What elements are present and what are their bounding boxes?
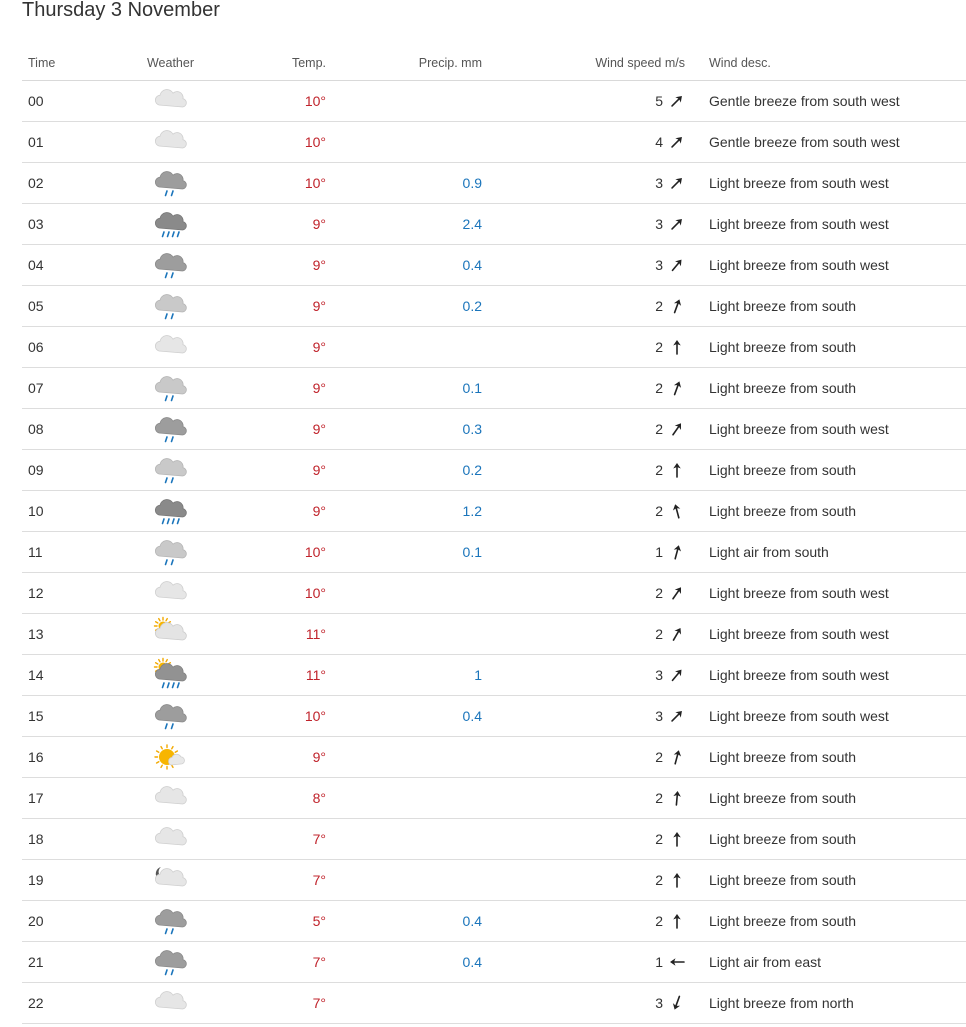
forecast-row[interactable] — [22, 81, 966, 122]
wind-direction-arrow-icon — [669, 544, 685, 560]
forecast-row[interactable] — [22, 122, 966, 163]
row-weather — [118, 614, 223, 655]
row-time: 18 — [22, 819, 118, 860]
cloud-rain-light-icon — [151, 165, 191, 201]
row-precip: 2.4 — [326, 204, 482, 245]
wind-speed-group — [655, 585, 685, 601]
wind-speed-group — [655, 339, 685, 355]
row-precip — [326, 573, 482, 614]
wind-speed-group — [655, 872, 685, 888]
row-wind-speed — [482, 696, 685, 737]
wind-direction-arrow-icon — [669, 339, 685, 355]
cloud-icon — [151, 821, 191, 857]
row-precip — [326, 983, 482, 1024]
wind-direction-arrow-icon — [669, 626, 685, 642]
row-weather — [118, 491, 223, 532]
wind-speed-group — [655, 626, 685, 642]
wind-speed-group — [655, 913, 685, 929]
row-time: 01 — [22, 122, 118, 163]
row-time: 12 — [22, 573, 118, 614]
row-wind-desc: Light breeze from south — [685, 778, 966, 819]
row-wind-speed — [482, 655, 685, 696]
row-precip: 0.4 — [326, 901, 482, 942]
cloud-icon — [151, 575, 191, 611]
row-temp: 9° — [223, 409, 326, 450]
row-weather — [118, 696, 223, 737]
row-wind-speed — [482, 860, 685, 901]
cloud-icon — [151, 329, 191, 365]
wind-speed-group — [655, 93, 685, 109]
row-weather — [118, 368, 223, 409]
cloud-rain-heavy-icon — [151, 493, 191, 529]
row-wind-speed — [482, 614, 685, 655]
row-weather — [118, 901, 223, 942]
wind-speed-value: 5 — [655, 93, 663, 109]
col-header-precip[interactable]: Precip. mm — [326, 45, 482, 81]
wind-direction-arrow-icon — [669, 831, 685, 847]
row-temp: 10° — [223, 163, 326, 204]
row-weather — [118, 983, 223, 1024]
row-precip: 0.1 — [326, 532, 482, 573]
wind-speed-group — [655, 667, 685, 683]
wind-direction-arrow-icon — [669, 667, 685, 683]
row-temp: 5° — [223, 901, 326, 942]
wind-speed-value: 3 — [655, 667, 663, 683]
row-time: 13 — [22, 614, 118, 655]
wind-direction-arrow-icon — [669, 134, 685, 150]
row-wind-speed — [482, 204, 685, 245]
row-temp: 10° — [223, 532, 326, 573]
row-time: 22 — [22, 983, 118, 1024]
row-time: 07 — [22, 368, 118, 409]
wind-speed-value: 2 — [655, 421, 663, 437]
wind-direction-arrow-icon — [669, 503, 685, 519]
row-precip — [326, 819, 482, 860]
row-temp: 10° — [223, 573, 326, 614]
forecast-row[interactable] — [22, 655, 966, 696]
wind-direction-arrow-icon — [669, 421, 685, 437]
row-wind-speed — [482, 983, 685, 1024]
wind-direction-arrow-icon — [669, 216, 685, 232]
col-header-temp[interactable]: Temp. — [223, 45, 326, 81]
forecast-row[interactable] — [22, 901, 966, 942]
wind-speed-value: 4 — [655, 134, 663, 150]
row-weather — [118, 409, 223, 450]
cloud-rain-light-icon — [151, 411, 191, 447]
sun-cloud-rain-icon — [151, 657, 191, 693]
row-precip — [326, 778, 482, 819]
forecast-row[interactable] — [22, 573, 966, 614]
row-precip — [326, 327, 482, 368]
wind-speed-value: 3 — [655, 995, 663, 1011]
row-time: 15 — [22, 696, 118, 737]
wind-direction-arrow-icon — [669, 298, 685, 314]
forecast-row[interactable] — [22, 204, 966, 245]
row-wind-desc: Light breeze from south west — [685, 655, 966, 696]
wind-speed-value: 1 — [655, 544, 663, 560]
wind-speed-value: 2 — [655, 790, 663, 806]
day-title: Thursday 3 November — [22, 0, 220, 21]
row-wind-speed — [482, 286, 685, 327]
row-precip: 0.4 — [326, 942, 482, 983]
row-wind-desc: Light breeze from south — [685, 450, 966, 491]
row-weather — [118, 286, 223, 327]
row-wind-desc: Light breeze from south — [685, 860, 966, 901]
row-wind-speed — [482, 163, 685, 204]
wind-speed-value: 3 — [655, 216, 663, 232]
wind-direction-arrow-icon — [669, 749, 685, 765]
row-wind-speed — [482, 737, 685, 778]
row-precip: 1.2 — [326, 491, 482, 532]
sun-partly-icon — [151, 739, 191, 775]
wind-speed-group — [655, 421, 685, 437]
row-precip: 1 — [326, 655, 482, 696]
row-wind-desc: Light breeze from south west — [685, 614, 966, 655]
wind-speed-group — [655, 708, 685, 724]
wind-direction-arrow-icon — [669, 93, 685, 109]
row-temp: 7° — [223, 819, 326, 860]
row-precip: 0.9 — [326, 163, 482, 204]
row-temp: 7° — [223, 983, 326, 1024]
wind-speed-value: 3 — [655, 708, 663, 724]
row-wind-speed — [482, 368, 685, 409]
row-temp: 7° — [223, 860, 326, 901]
row-weather — [118, 860, 223, 901]
row-wind-speed — [482, 122, 685, 163]
row-wind-speed — [482, 450, 685, 491]
wind-speed-group — [655, 995, 685, 1011]
header-row — [22, 45, 966, 81]
row-wind-speed — [482, 327, 685, 368]
row-wind-desc: Light breeze from south west — [685, 245, 966, 286]
row-temp: 11° — [223, 614, 326, 655]
col-header-wind-desc[interactable]: Wind desc. — [685, 45, 966, 81]
row-weather — [118, 450, 223, 491]
row-temp: 9° — [223, 368, 326, 409]
wind-speed-group — [655, 216, 685, 232]
row-weather — [118, 204, 223, 245]
row-time: 17 — [22, 778, 118, 819]
row-weather — [118, 245, 223, 286]
row-wind-desc: Light breeze from south — [685, 819, 966, 860]
wind-speed-value: 2 — [655, 872, 663, 888]
row-weather — [118, 122, 223, 163]
row-time: 05 — [22, 286, 118, 327]
forecast-row[interactable] — [22, 942, 966, 983]
row-wind-desc: Light breeze from south west — [685, 573, 966, 614]
row-precip: 0.2 — [326, 286, 482, 327]
forecast-row[interactable] — [22, 450, 966, 491]
cloud-rain-light-pale-icon — [151, 452, 191, 488]
forecast-row[interactable] — [22, 860, 966, 901]
row-precip: 0.3 — [326, 409, 482, 450]
row-precip: 0.4 — [326, 696, 482, 737]
row-wind-speed — [482, 819, 685, 860]
wind-speed-group — [655, 503, 685, 519]
row-weather — [118, 327, 223, 368]
row-temp: 9° — [223, 327, 326, 368]
row-temp: 10° — [223, 81, 326, 122]
row-precip — [326, 81, 482, 122]
row-temp: 9° — [223, 245, 326, 286]
row-wind-speed — [482, 532, 685, 573]
row-precip — [326, 122, 482, 163]
forecast-row[interactable] — [22, 163, 966, 204]
row-time: 09 — [22, 450, 118, 491]
wind-speed-group — [655, 544, 685, 560]
row-temp: 9° — [223, 491, 326, 532]
sun-cloud-icon — [151, 616, 191, 652]
wind-direction-arrow-icon — [669, 380, 685, 396]
wind-speed-value: 2 — [655, 462, 663, 478]
wind-direction-arrow-icon — [669, 175, 685, 191]
cloud-rain-light-pale-icon — [151, 370, 191, 406]
row-weather — [118, 573, 223, 614]
row-wind-desc: Light air from east — [685, 942, 966, 983]
row-wind-speed — [482, 245, 685, 286]
row-precip — [326, 614, 482, 655]
wind-speed-group — [655, 257, 685, 273]
row-temp: 10° — [223, 696, 326, 737]
col-header-wind-speed[interactable]: Wind speed m/s — [482, 45, 685, 81]
row-weather — [118, 737, 223, 778]
cloud-rain-light-icon — [151, 247, 191, 283]
row-wind-desc: Light breeze from south west — [685, 204, 966, 245]
row-temp: 7° — [223, 942, 326, 983]
forecast-body — [22, 81, 966, 1024]
row-temp: 9° — [223, 737, 326, 778]
row-time: 04 — [22, 245, 118, 286]
forecast-row[interactable] — [22, 696, 966, 737]
row-time: 21 — [22, 942, 118, 983]
forecast-row[interactable] — [22, 737, 966, 778]
row-precip: 0.4 — [326, 245, 482, 286]
wind-direction-arrow-icon — [669, 708, 685, 724]
row-time: 03 — [22, 204, 118, 245]
row-time: 00 — [22, 81, 118, 122]
row-temp: 8° — [223, 778, 326, 819]
wind-speed-value: 2 — [655, 380, 663, 396]
row-wind-speed — [482, 491, 685, 532]
cloud-icon — [151, 124, 191, 160]
row-wind-desc: Light breeze from north — [685, 983, 966, 1024]
wind-speed-value: 3 — [655, 257, 663, 273]
cloud-icon — [151, 985, 191, 1021]
cloud-rain-light-icon — [151, 903, 191, 939]
row-temp: 11° — [223, 655, 326, 696]
wind-speed-value: 2 — [655, 626, 663, 642]
row-weather — [118, 819, 223, 860]
cloud-rain-light-pale-icon — [151, 534, 191, 570]
row-precip: 0.1 — [326, 368, 482, 409]
forecast-table — [22, 45, 966, 1024]
forecast-row[interactable] — [22, 245, 966, 286]
wind-direction-arrow-icon — [669, 585, 685, 601]
row-temp: 9° — [223, 286, 326, 327]
wind-speed-value: 2 — [655, 503, 663, 519]
forecast-row[interactable] — [22, 532, 966, 573]
row-wind-desc: Light breeze from south — [685, 901, 966, 942]
row-wind-speed — [482, 901, 685, 942]
row-wind-desc: Light breeze from south west — [685, 409, 966, 450]
wind-direction-arrow-icon — [669, 462, 685, 478]
cloud-icon — [151, 83, 191, 119]
cloud-icon — [151, 780, 191, 816]
row-time: 14 — [22, 655, 118, 696]
row-weather — [118, 778, 223, 819]
row-wind-speed — [482, 409, 685, 450]
wind-speed-value: 2 — [655, 298, 663, 314]
wind-speed-value: 2 — [655, 749, 663, 765]
forecast-row[interactable] — [22, 286, 966, 327]
wind-direction-arrow-icon — [669, 790, 685, 806]
row-wind-desc: Light breeze from south — [685, 327, 966, 368]
wind-speed-group — [655, 380, 685, 396]
moon-cloud-icon — [151, 862, 191, 898]
wind-speed-group — [655, 954, 685, 970]
row-time: 20 — [22, 901, 118, 942]
cloud-rain-light-icon — [151, 944, 191, 980]
col-header-time[interactable]: Time — [22, 45, 118, 81]
row-precip — [326, 860, 482, 901]
wind-direction-arrow-icon — [669, 872, 685, 888]
wind-direction-arrow-icon — [669, 954, 685, 970]
row-wind-desc: Light breeze from south — [685, 368, 966, 409]
wind-speed-group — [655, 134, 685, 150]
row-wind-speed — [482, 81, 685, 122]
cloud-rain-heavy-icon — [151, 206, 191, 242]
row-weather — [118, 942, 223, 983]
row-weather — [118, 163, 223, 204]
wind-speed-value: 3 — [655, 175, 663, 191]
row-precip: 0.2 — [326, 450, 482, 491]
row-time: 16 — [22, 737, 118, 778]
wind-speed-value: 2 — [655, 913, 663, 929]
row-wind-speed — [482, 573, 685, 614]
row-temp: 9° — [223, 450, 326, 491]
wind-speed-group — [655, 790, 685, 806]
row-wind-speed — [482, 778, 685, 819]
row-time: 10 — [22, 491, 118, 532]
row-wind-desc: Gentle breeze from south west — [685, 122, 966, 163]
wind-direction-arrow-icon — [669, 913, 685, 929]
wind-direction-arrow-icon — [669, 995, 685, 1011]
row-wind-speed — [482, 942, 685, 983]
row-precip — [326, 737, 482, 778]
forecast-row[interactable] — [22, 327, 966, 368]
wind-speed-value: 1 — [655, 954, 663, 970]
wind-direction-arrow-icon — [669, 257, 685, 273]
row-temp: 9° — [223, 204, 326, 245]
wind-speed-group — [655, 462, 685, 478]
forecast-row[interactable] — [22, 409, 966, 450]
forecast-row[interactable] — [22, 983, 966, 1024]
row-wind-desc: Light breeze from south — [685, 737, 966, 778]
row-time: 11 — [22, 532, 118, 573]
row-wind-desc: Light air from south — [685, 532, 966, 573]
row-wind-desc: Gentle breeze from south west — [685, 81, 966, 122]
wind-speed-group — [655, 175, 685, 191]
row-weather — [118, 532, 223, 573]
row-wind-desc: Light breeze from south — [685, 491, 966, 532]
wind-speed-value: 2 — [655, 339, 663, 355]
wind-speed-group — [655, 749, 685, 765]
forecast-row[interactable] — [22, 614, 966, 655]
row-wind-desc: Light breeze from south west — [685, 696, 966, 737]
row-time: 19 — [22, 860, 118, 901]
cloud-rain-light-icon — [151, 698, 191, 734]
forecast-row[interactable] — [22, 491, 966, 532]
row-time: 06 — [22, 327, 118, 368]
forecast-row[interactable] — [22, 819, 966, 860]
row-time: 02 — [22, 163, 118, 204]
forecast-row[interactable] — [22, 778, 966, 819]
wind-speed-group — [655, 831, 685, 847]
row-weather — [118, 655, 223, 696]
row-wind-desc: Light breeze from south west — [685, 163, 966, 204]
row-wind-desc: Light breeze from south — [685, 286, 966, 327]
row-temp: 10° — [223, 122, 326, 163]
row-weather — [118, 81, 223, 122]
wind-speed-value: 2 — [655, 585, 663, 601]
wind-speed-value: 2 — [655, 831, 663, 847]
cloud-rain-light-pale-icon — [151, 288, 191, 324]
col-header-weather[interactable]: Weather — [118, 45, 223, 81]
row-time: 08 — [22, 409, 118, 450]
wind-speed-group — [655, 298, 685, 314]
forecast-row[interactable] — [22, 368, 966, 409]
